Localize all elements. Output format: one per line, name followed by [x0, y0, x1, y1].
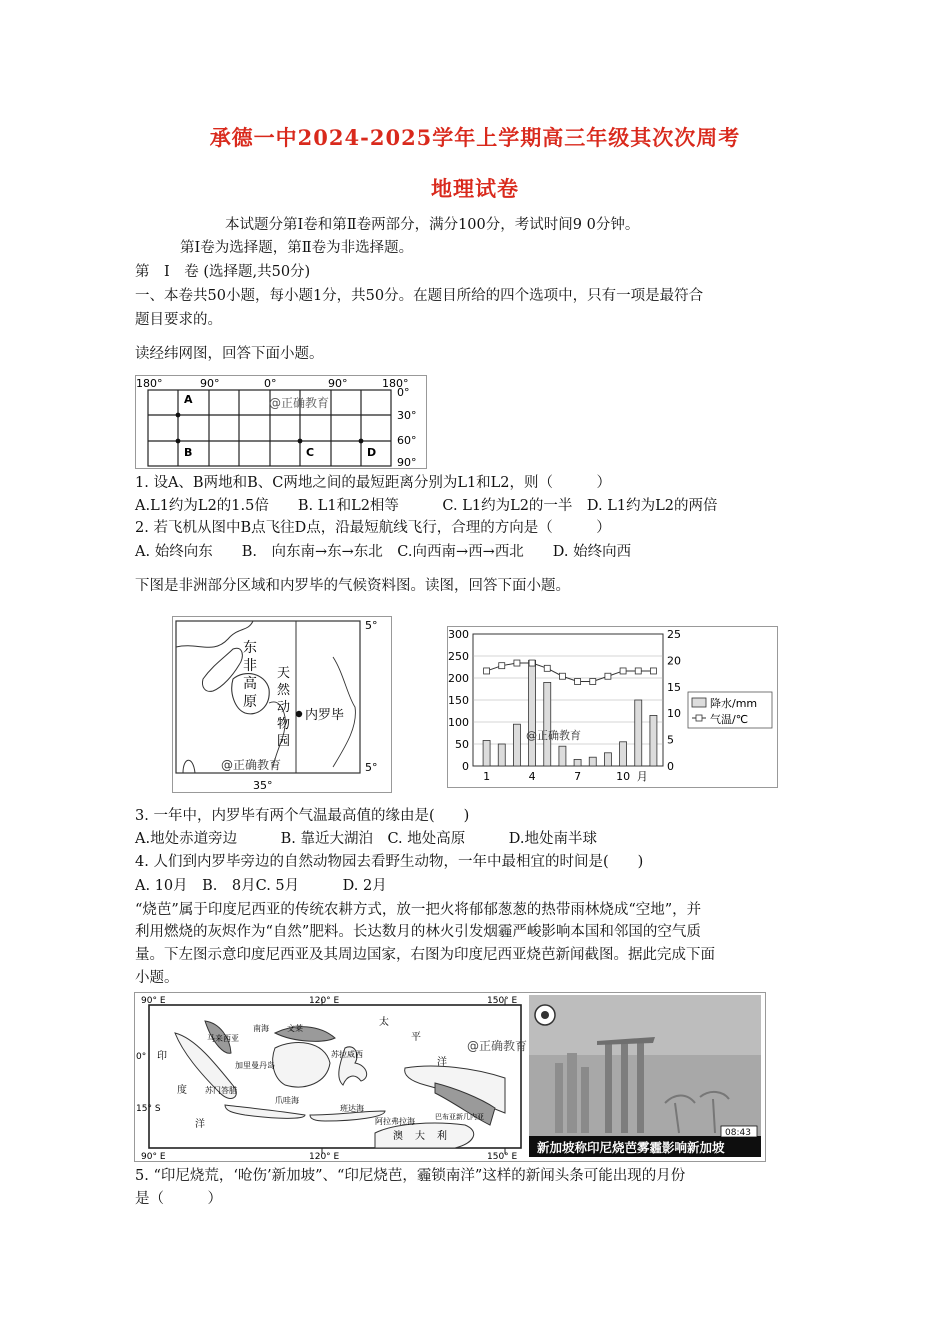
lat-label-30: 30°	[397, 409, 417, 422]
precip-bar	[574, 759, 581, 766]
plateau-label-2: 非	[243, 658, 257, 674]
park-label-1: 天	[277, 666, 291, 681]
temp-point	[635, 668, 641, 674]
place-au-1: 澳	[393, 1131, 403, 1142]
point-b-label: B	[184, 446, 193, 459]
place-arafura-sea: 阿拉弗拉海	[375, 1117, 415, 1126]
ocean-pacific-1: 太	[379, 1017, 389, 1028]
lon-label-180w: 180°	[136, 377, 163, 390]
passage-line-1: “烧芭”属于印度尼西亚的传统农耕方式，放一把火将郁郁葱葱的热带雨林烧成“空地”，并	[135, 902, 702, 918]
place-banda-sea: 班达海	[340, 1104, 364, 1113]
precip-bar	[529, 660, 536, 766]
lon-label-0: 0°	[264, 377, 277, 390]
x-tick: 月	[636, 770, 648, 783]
precip-bar	[544, 682, 551, 766]
precip-bar	[559, 746, 566, 766]
q4-stem: 4. 人们到内罗毕旁边的自然动物园去看野生动物，一年中最相宜的时间是( )	[135, 854, 644, 870]
passage-line-2: 利用燃烧的灰烬作为“自然”肥料。长达数月的林火引发烟霾严峻影响本国和邻国的空气质	[135, 924, 701, 940]
bottom-lon-120e: 120° E	[309, 1152, 340, 1161]
y-right-tick: 0	[667, 760, 674, 773]
top-lon-120e: 120° E	[309, 996, 340, 1006]
graticule-figure	[135, 375, 427, 469]
q4-options: A. 10月 B. 8月C. 5月 D. 2月	[135, 878, 387, 894]
lon-label-90w: 90°	[200, 377, 220, 390]
temp-line	[487, 663, 654, 681]
x-tick: 4	[528, 770, 536, 783]
q1-options: A.L1约为L2的1.5倍 B. L1和L2相等 C. L1约为L2的一半 D. L1约为L2的两倍	[135, 498, 718, 514]
q2-stem: 2. 若飞机从图中B点飞往D点，沿最短航线飞行，合理的方向是（ ）	[135, 520, 611, 536]
point-c-marker	[298, 439, 303, 444]
point-b-marker	[176, 439, 181, 444]
point-d-label: D	[367, 446, 377, 459]
park-label-4: 物	[277, 717, 291, 732]
q2-options: A. 始终向东 B. 向东南→东→东北 C.向西南→西→西北 D. 始终向西	[135, 544, 632, 560]
plateau-label-4: 原	[243, 694, 257, 710]
lat-15s: 15° S	[136, 1104, 161, 1114]
lon-label-180e: 180°	[382, 377, 409, 390]
lat-0: 0°	[136, 1052, 147, 1062]
news-caption: 新加坡称印尼烧芭雾霾影响新加坡	[537, 1140, 725, 1155]
lat-label-0: 0°	[397, 386, 410, 399]
page-subtitle: 地理试卷	[431, 176, 519, 201]
point-a-label: A	[184, 393, 193, 406]
place-malaysia: 马来西亚	[207, 1034, 239, 1043]
legend-temp-marker	[696, 715, 702, 721]
y-left-tick: 150	[448, 694, 469, 707]
place-au-3: 利	[437, 1131, 447, 1142]
temp-point	[544, 665, 550, 671]
temp-point	[529, 660, 535, 666]
lat-top-label: 5°	[365, 619, 378, 632]
place-sumatra: 苏门答腊	[205, 1086, 237, 1095]
point-d-marker	[359, 439, 364, 444]
bottom-lon-90e: 90° E	[141, 1152, 166, 1161]
temp-point	[650, 668, 656, 674]
lat-label-90: 90°	[397, 456, 417, 468]
bottom-lon-150e: 150° E	[487, 1152, 518, 1161]
precip-bar	[483, 740, 490, 766]
instructions-line-1: 一、本卷共50小题，每小题1分，共50分。在题目所给的四个选项中，只有一项是最符合	[135, 288, 704, 304]
y-left-tick: 0	[462, 760, 469, 773]
q3-stem: 3. 一年中，内罗毕有两个气温最高值的缘由是( )	[135, 808, 470, 824]
y-right-tick: 25	[667, 628, 681, 641]
lat-label-60: 60°	[397, 434, 417, 447]
ocean-indian-2: 度	[177, 1085, 187, 1096]
africa-map-figure	[172, 616, 392, 793]
q5-stem: 5. “印尼烧荒，‘呛伤’新加坡”、“印尼烧芭，霾锁南洋”这样的新闻头条可能出现的月份	[135, 1168, 686, 1184]
y-left-tick: 50	[455, 738, 469, 751]
park-label-2: 然	[277, 683, 291, 698]
passage-line-4: 小题。	[135, 970, 179, 986]
park-label-5: 园	[277, 734, 291, 749]
temp-point	[605, 673, 611, 679]
precip-bar	[650, 715, 657, 766]
x-tick: 7	[574, 770, 582, 783]
plateau-label-1: 东	[243, 640, 257, 656]
watermark: @正确教育	[269, 396, 330, 410]
temp-point	[575, 679, 581, 685]
legend-precip-label: 降水/mm	[710, 697, 758, 710]
precip-bar	[589, 757, 596, 766]
indonesia-map-svg	[135, 993, 765, 1161]
q1-stem: 1. 设A、B两地和B、C两地之间的最短距离分别为L1和L2，则（ ）	[135, 475, 612, 491]
indonesia-figure	[134, 992, 766, 1162]
y-right-tick: 20	[667, 654, 681, 668]
climate-chart-svg	[448, 627, 777, 787]
y-left-tick: 300	[448, 628, 469, 641]
y-right-tick: 15	[667, 680, 681, 694]
intro-line-1: 本试题分第Ⅰ卷和第Ⅱ卷两部分，满分100分，考试时间9 0分钟。	[225, 217, 640, 233]
precip-bar	[498, 744, 505, 766]
place-png: 巴布亚新几内亚	[435, 1113, 484, 1121]
place-brunei: 文莱	[287, 1024, 303, 1033]
lon-label: 35°	[253, 779, 273, 792]
temp-point	[484, 668, 490, 674]
precip-bar	[513, 724, 520, 766]
place-sulawesi: 苏拉威西	[331, 1050, 363, 1059]
place-south-china-sea: 南海	[253, 1024, 269, 1033]
temp-point	[590, 679, 596, 685]
precip-bar	[604, 753, 611, 766]
q5-stem-2: 是（ ）	[135, 1191, 222, 1207]
legend-temp-label: 气温/℃	[710, 713, 749, 726]
legend-precip-swatch	[692, 698, 706, 707]
intro-line-2: 第Ⅰ卷为选择题，第Ⅱ卷为非选择题。	[180, 240, 414, 256]
y-left-tick: 200	[448, 672, 469, 685]
lat-bottom-label: 5°	[365, 761, 378, 774]
plateau-label-3: 高	[243, 676, 257, 692]
lon-label-90e: 90°	[328, 377, 348, 390]
x-tick: 10	[616, 770, 631, 783]
y-left-tick: 100	[448, 716, 469, 729]
news-screenshot	[529, 995, 761, 1157]
precip-bar	[635, 700, 642, 766]
nairobi-label: 内罗毕	[305, 708, 345, 723]
graticule-svg	[136, 376, 426, 468]
place-java-sea: 爪哇海	[275, 1096, 299, 1105]
temp-point	[559, 673, 565, 679]
nairobi-marker	[296, 711, 302, 717]
x-tick: 1	[483, 770, 491, 783]
section2-intro: 下图是非洲部分区域和内罗毕的气候资料图。读图，回答下面小题。	[135, 578, 570, 594]
ocean-pacific-2: 平	[411, 1032, 421, 1043]
point-c-label: C	[306, 446, 315, 459]
ocean-pacific-3: 洋	[437, 1057, 447, 1068]
section1-intro: 读经纬网图，回答下面小题。	[135, 346, 324, 362]
climate-chart-figure	[447, 626, 778, 788]
watermark: @正确教育	[467, 1039, 528, 1053]
place-kalimantan: 加里曼丹岛	[235, 1061, 275, 1070]
ocean-indian-3: 洋	[195, 1119, 205, 1130]
y-right-tick: 10	[667, 707, 681, 721]
temp-point	[514, 660, 520, 666]
watermark: @正确教育	[526, 729, 581, 742]
instructions-line-2: 题目要求的。	[135, 312, 222, 328]
precip-bar	[620, 742, 627, 766]
place-au-2: 大	[415, 1131, 425, 1142]
page-title: 承德一中2024-2025学年上学期高三年级其次次周考	[209, 125, 741, 150]
temp-point	[499, 663, 505, 669]
park-label-3: 动	[277, 700, 291, 715]
passage-line-3: 量。下左图示意印度尼西亚及其周边国家，右图为印度尼西亚烧芭新闻截图。据此完成下面	[135, 947, 715, 963]
point-a-marker	[176, 413, 181, 418]
news-time: 08:43	[725, 1128, 751, 1138]
top-lon-90e: 90° E	[141, 996, 166, 1006]
q3-options: A.地处赤道旁边 B. 靠近大湖泊 C. 地处高原 D.地处南半球	[135, 831, 597, 847]
ocean-indian-1: 印	[157, 1051, 167, 1062]
part1-header: 第 Ⅰ 卷 (选择题,共50分)	[135, 264, 311, 280]
africa-map-svg	[173, 617, 391, 792]
top-lon-150e: 150° E	[487, 996, 518, 1006]
y-left-tick: 250	[448, 650, 469, 663]
watermark: @正确教育	[221, 758, 282, 772]
temp-point	[620, 668, 626, 674]
y-right-tick: 5	[667, 733, 674, 747]
